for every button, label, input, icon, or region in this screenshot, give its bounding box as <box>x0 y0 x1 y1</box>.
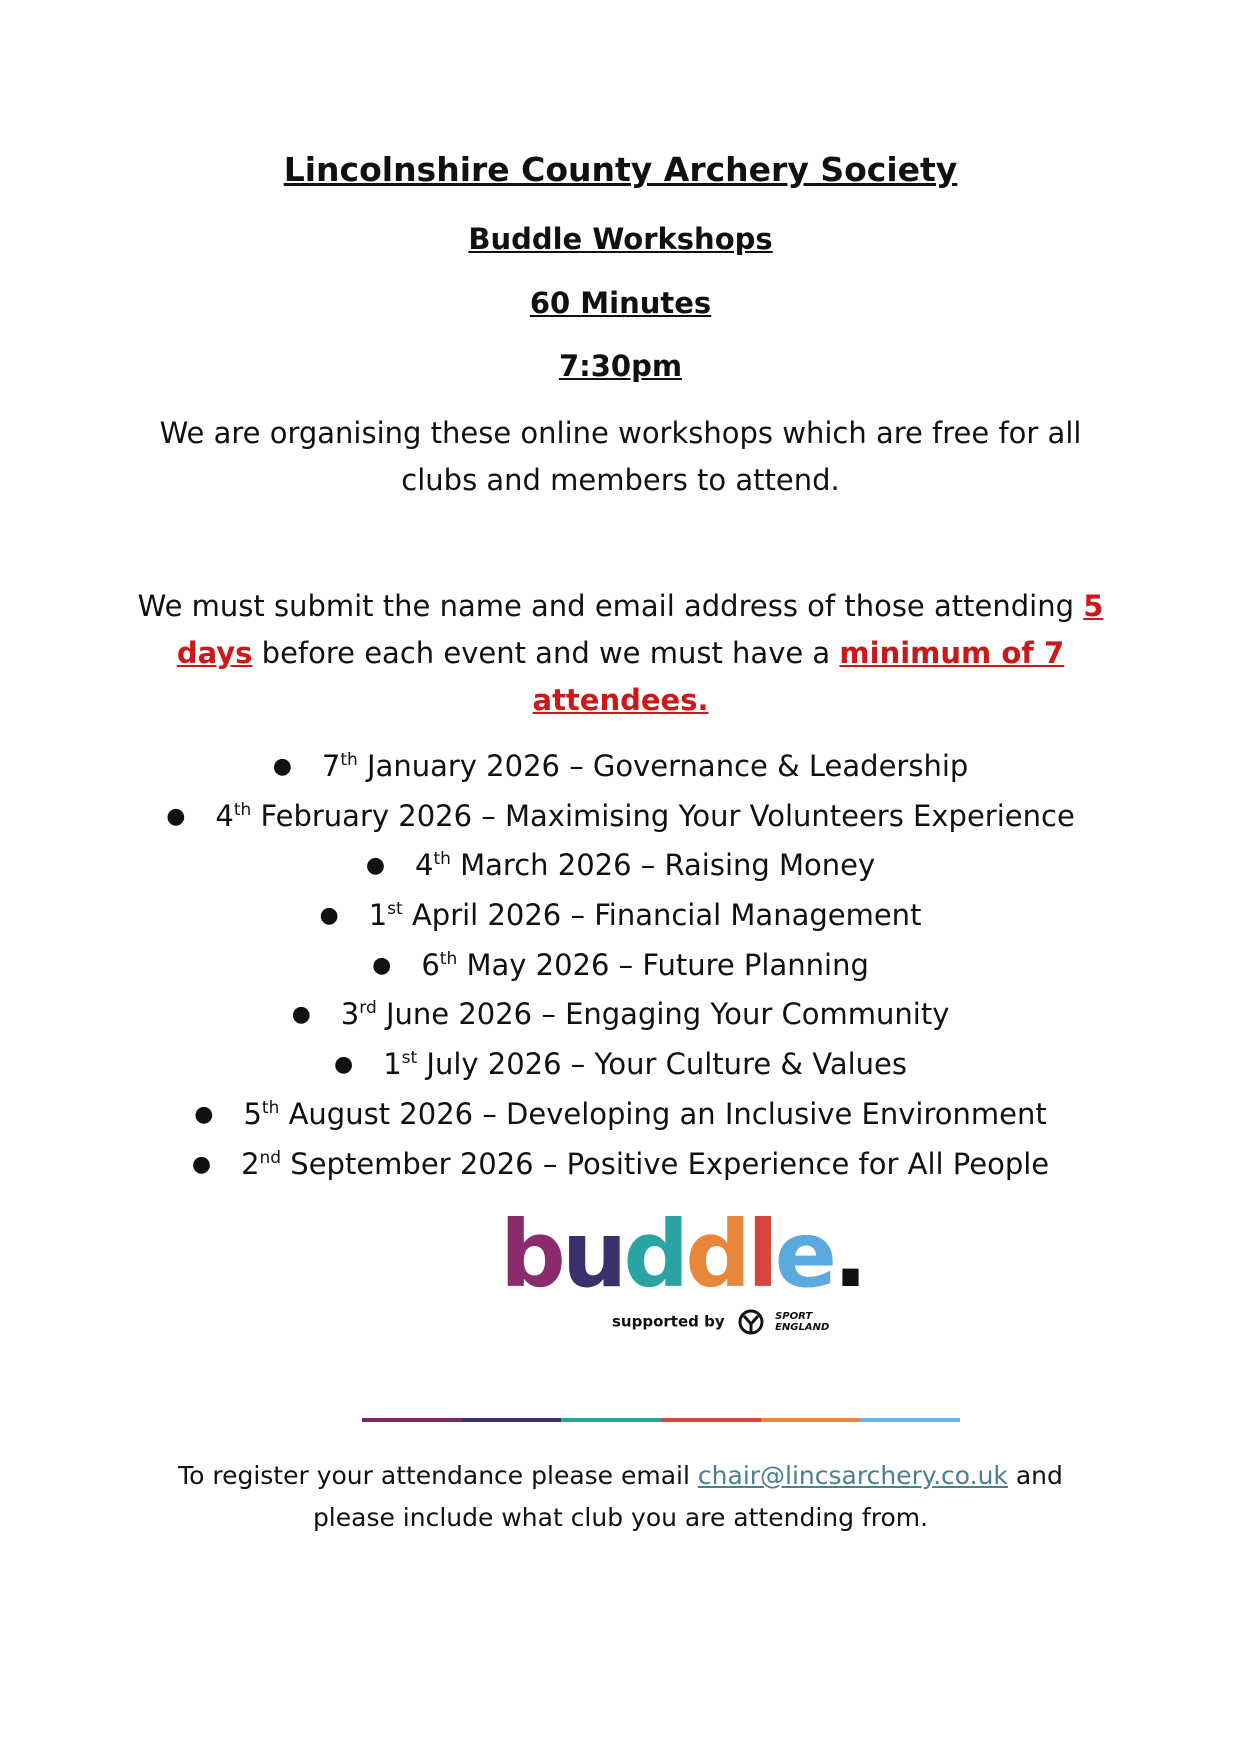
session-day: 7 <box>321 749 341 783</box>
register-paragraph <box>150 1455 1091 1539</box>
colored-divider <box>362 1418 960 1422</box>
logo-letter-l: l <box>747 1201 775 1308</box>
divider-segment <box>362 1418 462 1422</box>
session-day: 1 <box>383 1047 402 1082</box>
session-details: January 2026 – Governance & Leadership <box>357 749 969 783</box>
logo-letter-u: u <box>561 1201 624 1308</box>
session-day-suffix: th <box>439 948 458 969</box>
time-heading: 7:30pm <box>558 349 683 383</box>
divider-segment <box>761 1418 861 1422</box>
bullet-icon: ● <box>291 1002 311 1028</box>
list-item <box>0 941 1241 991</box>
list-item <box>0 841 1241 891</box>
register-text-2: and please include what club you are attending from. <box>312 1461 1063 1532</box>
session-day-suffix: th <box>433 849 451 870</box>
session-details: May 2026 – Future Planning <box>457 947 869 982</box>
session-details: July 2026 – Your Culture & Values <box>417 1047 907 1082</box>
logo-letter-d1: d <box>623 1201 686 1308</box>
list-item <box>0 742 1241 792</box>
supported-by-text: supported by <box>612 1312 725 1331</box>
notice-deadline-highlight: 5 days <box>176 589 1104 670</box>
logo-letter-b: b <box>500 1201 562 1308</box>
workshop-series-title: Buddle Workshops <box>468 222 773 256</box>
session-details: February 2026 – Maximising Your Volunteers Experience <box>251 798 1075 833</box>
sport-england-icon <box>738 1309 764 1335</box>
bullet-icon: ● <box>372 952 392 978</box>
session-details: March 2026 – Raising Money <box>450 848 876 883</box>
session-details: September 2026 – Positive Experience for All People <box>281 1146 1050 1181</box>
session-day-suffix: rd <box>359 998 377 1019</box>
bullet-icon: ● <box>319 903 339 929</box>
document-title: Lincolnshire County Archery Society <box>283 150 958 189</box>
session-day-suffix: th <box>233 799 252 820</box>
list-item <box>0 891 1241 941</box>
list-item <box>0 1090 1241 1140</box>
bullet-icon: ● <box>194 1101 214 1127</box>
session-day-suffix: st <box>401 1048 418 1069</box>
bullet-icon: ● <box>166 803 186 829</box>
session-day: 2 <box>241 1146 260 1181</box>
sport-text-line-2: ENGLAND <box>775 1322 830 1333</box>
session-day-suffix: th <box>340 750 358 770</box>
notice-paragraph <box>130 583 1111 724</box>
session-day: 5 <box>243 1096 262 1131</box>
notice-text-1: We must submit the name and email address of those attending <box>137 589 1084 623</box>
session-day: 4 <box>215 798 234 833</box>
session-day-suffix: nd <box>259 1147 282 1168</box>
intro-paragraph: We are organising these online workshops which are free for all clubs and members to attend. <box>159 416 1082 497</box>
session-list <box>0 742 1241 1189</box>
session-day: 6 <box>421 947 440 982</box>
list-item <box>0 1040 1241 1090</box>
session-day: 1 <box>368 898 388 933</box>
notice-minimum-highlight: minimum of 7 attendees. <box>532 636 1065 717</box>
register-text-1: To register your attendance please email <box>178 1461 698 1490</box>
logo-dot: . <box>833 1201 864 1308</box>
sport-england-wordmark <box>775 1311 829 1333</box>
list-item <box>0 990 1241 1040</box>
divider-segment <box>860 1418 960 1422</box>
buddle-wordmark <box>500 1201 864 1310</box>
divider-segment <box>462 1418 562 1422</box>
divider-segment <box>661 1418 761 1422</box>
duration-heading: 60 Minutes <box>529 286 712 320</box>
session-day-suffix: st <box>387 899 403 920</box>
buddle-logo <box>500 1201 864 1340</box>
bullet-icon: ● <box>333 1052 354 1078</box>
divider-segment <box>561 1418 661 1422</box>
session-details: August 2026 – Developing an Inclusive Environment <box>279 1096 1047 1131</box>
sport-text-line-1: SPORT <box>775 1311 813 1322</box>
notice-text-2: before each event and we must have a <box>252 636 840 670</box>
session-day: 3 <box>340 997 360 1032</box>
session-details: April 2026 – Financial Management <box>402 898 922 933</box>
list-item <box>0 792 1241 842</box>
session-day: 4 <box>415 848 434 883</box>
bullet-icon: ● <box>191 1151 212 1177</box>
email-link[interactable]: chair@lincsarchery.co.uk <box>697 1461 1008 1490</box>
bullet-icon: ● <box>365 853 386 879</box>
bullet-icon: ● <box>272 754 292 779</box>
list-item <box>0 1140 1241 1190</box>
logo-letter-d2: d <box>685 1201 748 1308</box>
logo-letter-e: e <box>774 1201 834 1308</box>
supported-by-line <box>612 1309 829 1335</box>
session-day-suffix: th <box>261 1097 280 1118</box>
session-details: June 2026 – Engaging Your Community <box>376 997 950 1032</box>
